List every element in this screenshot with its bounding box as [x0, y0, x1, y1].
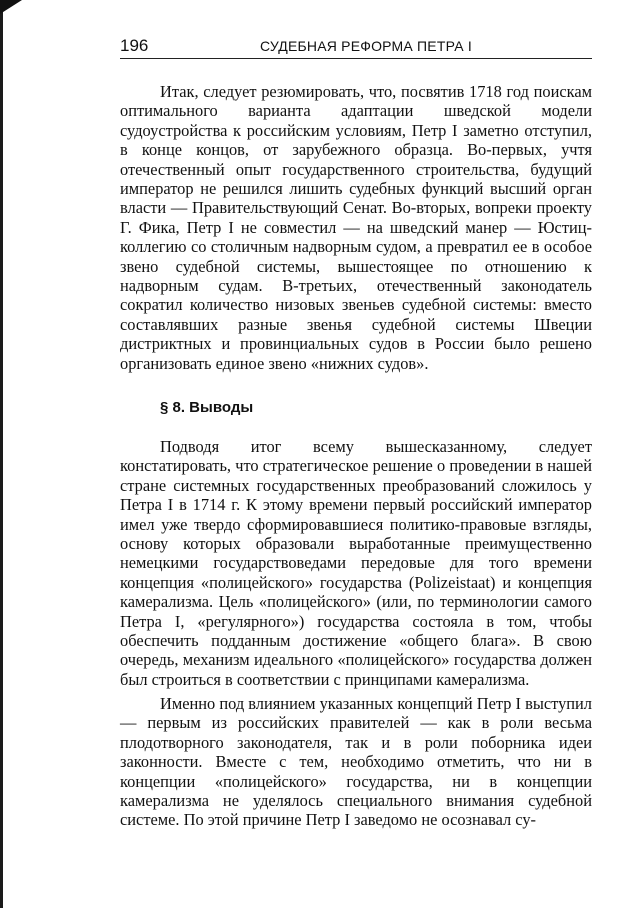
scan-edge-shadow [0, 0, 3, 908]
page-number: 196 [120, 36, 149, 55]
section-heading: § 8. Выводы [160, 399, 254, 416]
running-header [120, 30, 592, 59]
body-paragraph-3: Именно под влиянием указанных концепций Петр I выступил — первым из российских правителей — как в роли весьма плодотворного законодателя, так и в роли поборника идеи законности. Вместе с тем, необходимо отметить, что ни в концепции «полицейского» государства, ни в концепции камерализма не уделялось специального внимания судебной системе. По этой причине Петр I заведомо не осознавал су- [120, 694, 592, 830]
body-paragraph-1: Итак, следует резюмировать, что, посвятив 1718 год поискам оптимального варианта адаптации шведской модели судоустройства к российским условиям, Петр I заметно отступил, в конце концов, от зарубежного образца. Во-первых, учтя отечественный опыт государственного строительства, будущий император не решился лишить судебных функций высший орган власти — Правительствующий Сенат. Во-вторых, вопреки проекту Г. Фика, Петр I не совместил — на шведский манер — Юстиц-коллегию со столичным надворным судом, а превратил ее в особое звено судебной системы, вышестоящее по отношению к надворным судам. В-третьих, отечественный законодатель сократил количество низовых звеньев судебной системы: вместо составлявших разные звенья судебной системы Швеции дистриктных и провинциальных судов в России было решено организовать единое звено «нижних судов». [120, 82, 592, 373]
running-title: СУДЕБНАЯ РЕФОРМА ПЕТРА I [260, 38, 472, 54]
body-paragraph-2: Подводя итог всему вышесказанному, следует констатировать, что стратегическое решение о проведении в нашей стране системных государственных преобразований сложилось у Петра I в 1714 г. К этому времени первый российский император имел уже твердо сформировавшиеся политико-правовые взгляды, основу которых образовали выработанные преимущественно немецкими государствоведами передовые для того времени концепция «полицейского» государства (Polizeistaat) и концепция камерализма. Цель «полицейского» (или, по терминологии самого Петра I, «регулярного») государства состояла в том, чтобы обеспечить подданным достижение «общего блага». В свою очередь, механизм идеального «полицейского» государства должен был строиться в соответствии с принципами камерализма. [120, 437, 592, 689]
scan-corner-shadow [0, 0, 22, 14]
